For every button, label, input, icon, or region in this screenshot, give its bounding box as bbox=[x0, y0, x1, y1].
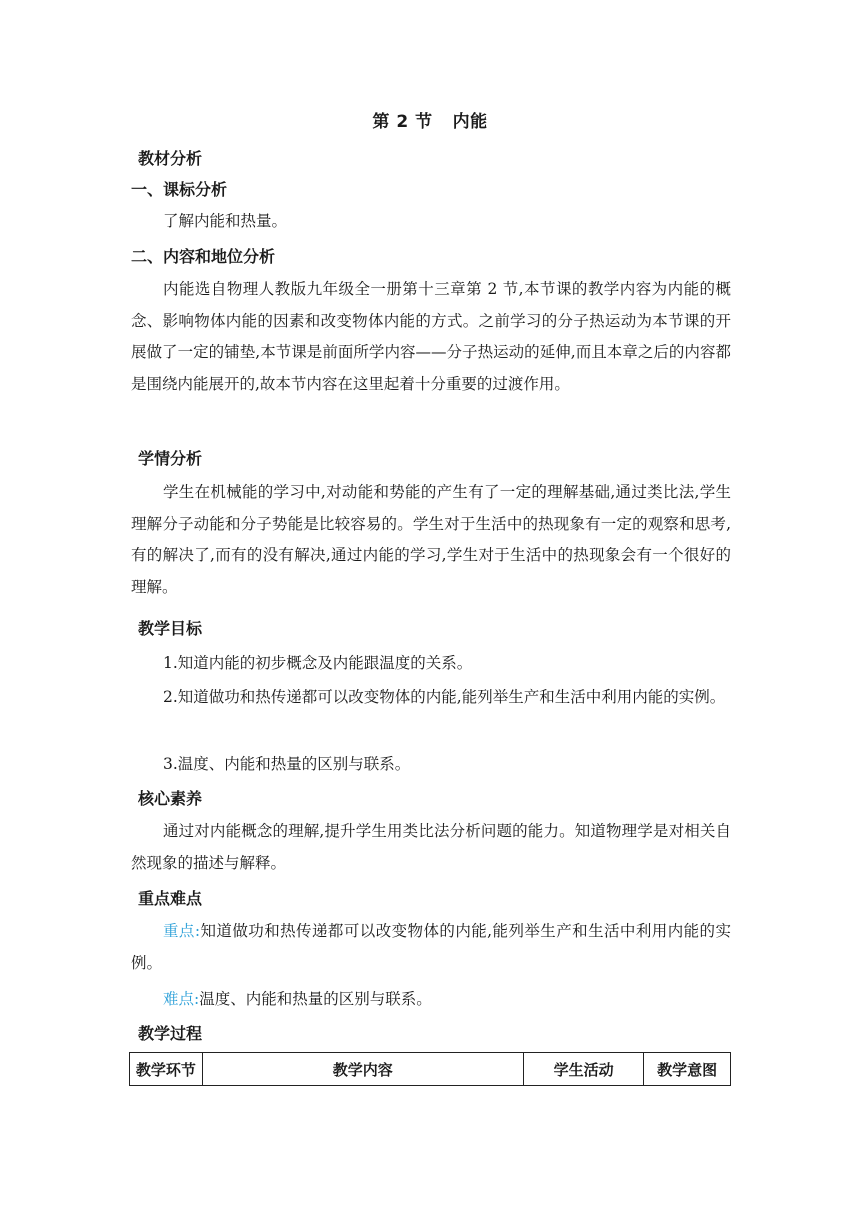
table-header-cell: 学生活动 bbox=[523, 1053, 643, 1086]
key-point-label: 重点: bbox=[163, 922, 201, 940]
key-point-text: 知道做功和热传递都可以改变物体的内能,能列举生产和生活中利用内能的实例。 bbox=[131, 922, 731, 972]
paragraph-difficult-point bbox=[131, 984, 731, 1016]
table-header-cell: 教学意图 bbox=[644, 1053, 731, 1086]
paragraph-core-literacy: 通过对内能概念的理解,提升学生用类比法分析问题的能力。知道物理学是对相关自然现象的描述与解释。 bbox=[131, 822, 731, 872]
title-section-name: 内能 bbox=[452, 112, 488, 132]
heading-teaching-goals: 教学目标 bbox=[138, 619, 203, 638]
table-header-row bbox=[130, 1053, 731, 1086]
paragraph-content: 内能选自物理人教版九年级全一册第十三章第 2 节,本节课的教学内容为内能的概念、影响物体内能的因素和改变物体内能的方式。之前学习的分子热运动为本节课的开展做了一定的铺垫,本节课是前面所学内容——分子热运动的延伸,而且本章之后的内容都是围绕内能展开的,故本节内容在这里起着十分重要的过渡作用。 bbox=[131, 280, 731, 393]
goal-item-3: 3.温度、内能和热量的区别与联系。 bbox=[163, 755, 411, 773]
heading-key-difficult-points: 重点难点 bbox=[138, 889, 203, 908]
page-title bbox=[0, 110, 860, 134]
heading-textbook-analysis: 教材分析 bbox=[138, 149, 203, 168]
heading-learner-analysis: 学情分析 bbox=[138, 449, 203, 468]
heading-core-literacy: 核心素养 bbox=[138, 789, 203, 808]
title-section-number: 第 2 节 bbox=[372, 112, 433, 132]
goal-item-2: 2.知道做功和热传递都可以改变物体的内能,能列举生产和生活中利用内能的实例。 bbox=[163, 688, 726, 706]
heading-content-analysis: 二、内容和地位分析 bbox=[131, 247, 276, 266]
table-header-cell: 教学环节 bbox=[130, 1053, 203, 1086]
table-header-cell: 教学内容 bbox=[202, 1053, 523, 1086]
difficult-point-text: 温度、内能和热量的区别与联系。 bbox=[199, 990, 432, 1008]
paragraph-curriculum: 了解内能和热量。 bbox=[163, 212, 288, 230]
paragraph-learner: 学生在机械能的学习中,对动能和势能的产生有了一定的理解基础,通过类比法,学生理解分子动能和分子势能是比较容易的。学生对于生活中的热现象有一定的观察和思考,有的解决了,而有的没有解决,通过内能的学习,学生对于生活中的热现象会有一个很好的理解。 bbox=[131, 483, 731, 596]
difficult-point-label: 难点: bbox=[163, 990, 200, 1008]
paragraph-key-point bbox=[131, 916, 731, 979]
teaching-process-table bbox=[129, 1052, 731, 1086]
goal-item-1: 1.知道内能的初步概念及内能跟温度的关系。 bbox=[163, 654, 473, 672]
heading-curriculum-analysis: 一、课标分析 bbox=[131, 180, 228, 199]
heading-teaching-process: 教学过程 bbox=[138, 1024, 203, 1043]
